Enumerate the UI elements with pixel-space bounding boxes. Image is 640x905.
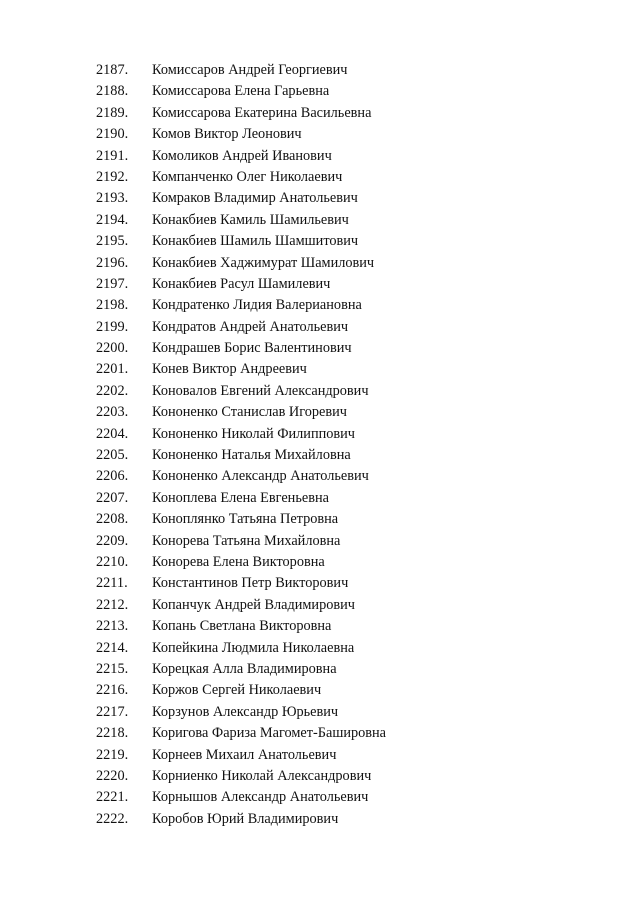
entry-name: Комиссарова Екатерина Васильевна xyxy=(152,104,372,121)
entry-name: Кононенко Станислав Игоревич xyxy=(152,404,347,421)
entry-name: Конакбиев Шамиль Шамшитович xyxy=(152,233,359,250)
entry-name: Комов Виктор Леонович xyxy=(152,126,302,143)
list-item xyxy=(96,81,616,102)
entry-name: Кононенко Николай Филиппович xyxy=(152,425,355,442)
entry-name: Компанченко Олег Николаевич xyxy=(152,168,343,185)
entry-name: Коновалов Евгений Александрович xyxy=(152,382,369,399)
list-item xyxy=(96,381,616,402)
entry-number: 2219. xyxy=(96,746,129,763)
list-item xyxy=(96,103,616,124)
entry-name: Конорева Елена Викторовна xyxy=(152,553,325,570)
list-item xyxy=(96,745,616,766)
list-item xyxy=(96,338,616,359)
list-item xyxy=(96,188,616,209)
entry-number: 2211. xyxy=(96,575,128,592)
entry-name: Константинов Петр Викторович xyxy=(152,575,349,592)
entry-name: Кононенко Наталья Михайловна xyxy=(152,447,351,464)
list-item xyxy=(96,595,616,616)
entry-number: 2188. xyxy=(96,83,129,100)
entry-name: Корнышов Александр Анатольевич xyxy=(152,789,369,806)
entry-number: 2216. xyxy=(96,682,129,699)
entry-number: 2194. xyxy=(96,211,129,228)
list-item xyxy=(96,274,616,295)
entry-name: Конев Виктор Андреевич xyxy=(152,361,307,378)
entry-number: 2215. xyxy=(96,660,129,677)
entry-number: 2202. xyxy=(96,382,129,399)
entry-number: 2200. xyxy=(96,340,129,357)
entry-number: 2205. xyxy=(96,447,129,464)
entry-number: 2193. xyxy=(96,190,129,207)
entry-number: 2192. xyxy=(96,168,129,185)
list-item xyxy=(96,424,616,445)
list-item xyxy=(96,573,616,594)
entry-number: 2187. xyxy=(96,62,129,78)
list-item xyxy=(96,488,616,509)
entry-name: Корецкая Алла Владимировна xyxy=(152,660,337,677)
list-item xyxy=(96,509,616,530)
entry-number: 2207. xyxy=(96,489,129,506)
entry-number: 2189. xyxy=(96,104,129,121)
list-item xyxy=(96,787,616,808)
list-item xyxy=(96,702,616,723)
entry-name: Конакбиев Расул Шамилевич xyxy=(152,275,331,292)
entry-name: Корниенко Николай Александрович xyxy=(152,767,372,784)
entry-name: Комиссаров Андрей Георгиевич xyxy=(152,62,348,78)
entry-name: Кононенко Александр Анатольевич xyxy=(152,468,369,485)
list-item xyxy=(96,253,616,274)
entry-number: 2220. xyxy=(96,767,129,784)
list-item xyxy=(96,723,616,744)
entry-number: 2199. xyxy=(96,318,129,335)
entry-name: Копанчук Андрей Владимирович xyxy=(152,596,355,613)
entry-number: 2210. xyxy=(96,553,129,570)
list-item xyxy=(96,167,616,188)
list-item xyxy=(96,531,616,552)
list-item xyxy=(96,809,616,830)
list-item xyxy=(96,445,616,466)
entry-name: Коржов Сергей Николаевич xyxy=(152,682,322,699)
entry-number: 2212. xyxy=(96,596,129,613)
list-item xyxy=(96,210,616,231)
entry-number: 2221. xyxy=(96,789,129,806)
entry-name: Копань Светлана Викторовна xyxy=(152,618,332,635)
entry-number: 2217. xyxy=(96,703,129,720)
entry-number: 2198. xyxy=(96,297,129,314)
entry-number: 2218. xyxy=(96,725,129,742)
entry-name: Кондрашев Борис Валентинович xyxy=(152,340,352,357)
entry-name: Корзунов Александр Юрьевич xyxy=(152,703,339,720)
entry-number: 2197. xyxy=(96,275,129,292)
entry-number: 2196. xyxy=(96,254,129,271)
entry-name: Кондратенко Лидия Валериановна xyxy=(152,297,362,314)
entry-name: Кондратов Андрей Анатольевич xyxy=(152,318,349,335)
entry-number: 2203. xyxy=(96,404,129,421)
list-item xyxy=(96,146,616,167)
list-item xyxy=(96,680,616,701)
entry-name: Конакбиев Камиль Шамильевич xyxy=(152,211,349,228)
entry-number: 2201. xyxy=(96,361,129,378)
entry-name: Копейкина Людмила Николаевна xyxy=(152,639,355,656)
entry-name: Коноплева Елена Евгеньевна xyxy=(152,489,329,506)
entry-number: 2206. xyxy=(96,468,129,485)
list-item xyxy=(96,466,616,487)
entry-number: 2190. xyxy=(96,126,129,143)
entry-number: 2209. xyxy=(96,532,129,549)
entry-name: Конорева Татьяна Михайловна xyxy=(152,532,341,549)
entry-number: 2204. xyxy=(96,425,129,442)
list-item xyxy=(96,638,616,659)
list-item xyxy=(96,231,616,252)
name-list xyxy=(96,60,616,830)
list-item xyxy=(96,359,616,380)
entry-name: Комраков Владимир Анатольевич xyxy=(152,190,358,207)
list-item xyxy=(96,552,616,573)
list-item xyxy=(96,659,616,680)
entry-number: 2222. xyxy=(96,810,129,827)
entry-number: 2208. xyxy=(96,511,129,528)
entry-number: 2214. xyxy=(96,639,129,656)
entry-number: 2213. xyxy=(96,618,129,635)
entry-name: Коригова Фариза Магомет-Башировна xyxy=(152,725,387,742)
list-item xyxy=(96,766,616,787)
list-item xyxy=(96,317,616,338)
entry-name: Комоликов Андрей Иванович xyxy=(152,147,332,164)
list-item xyxy=(96,295,616,316)
entry-name: Корнеев Михаил Анатольевич xyxy=(152,746,337,763)
entry-number: 2195. xyxy=(96,233,129,250)
list-item xyxy=(96,616,616,637)
list-item xyxy=(96,402,616,423)
entry-name: Конакбиев Хаджимурат Шамилович xyxy=(152,254,375,271)
entry-number: 2191. xyxy=(96,147,129,164)
entry-name: Коробов Юрий Владимирович xyxy=(152,810,339,827)
list-item xyxy=(96,124,616,145)
entry-name: Комиссарова Елена Гарьевна xyxy=(152,83,330,100)
entry-name: Коноплянко Татьяна Петровна xyxy=(152,511,339,528)
list-item xyxy=(96,60,616,81)
